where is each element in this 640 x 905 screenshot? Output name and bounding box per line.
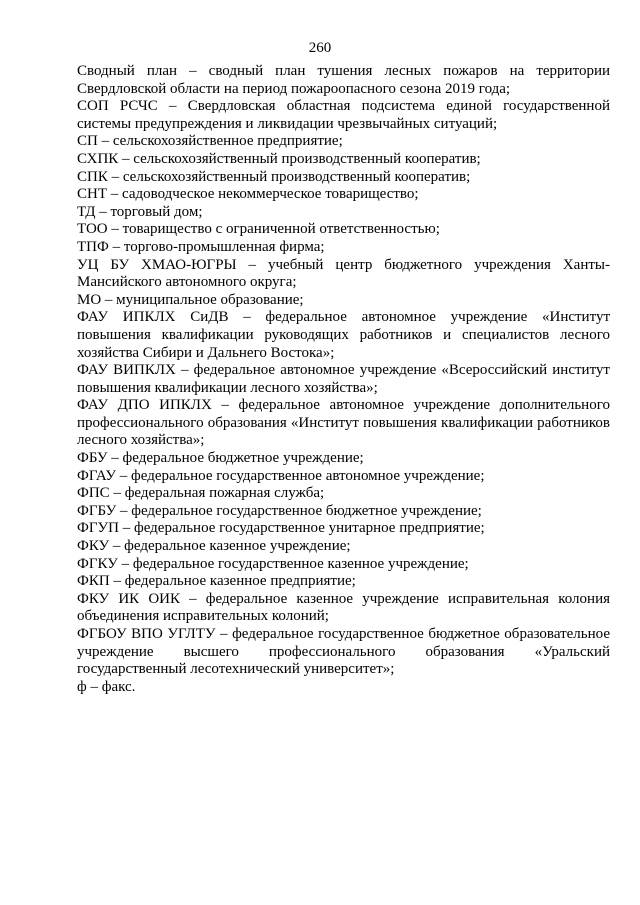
abbreviation-entry: ф – факс. xyxy=(77,678,136,695)
abbreviation-entry: ФГУП – федеральное государственное унитарное предприятие; xyxy=(77,520,485,537)
abbreviation-entry: СОП РСЧС – Свердловская областная подсистема единой государственной системы предупреждения и ликвидации чрезвычайных ситуаций; xyxy=(77,98,610,132)
abbreviation-entry: ФГАУ – федеральное государственное автономное учреждение; xyxy=(77,467,485,484)
abbreviation-entry: СПК – сельскохозяйственный производственный кооператив; xyxy=(77,168,471,185)
abbreviation-entry: СП – сельскохозяйственное предприятие; xyxy=(77,133,343,150)
abbreviation-entry: ТПФ – торгово-промышленная фирма; xyxy=(77,238,325,255)
abbreviation-list xyxy=(77,63,610,696)
abbreviation-entry: ФАУ ИПКЛХ СиДВ – федеральное автономное учреждение «Институт повышения квалификации руководящих работников и специалистов лесного хозяйства Сибири и Дальнего Востока»; xyxy=(77,309,610,361)
abbreviation-entry: ФГБОУ ВПО УГЛТУ – федеральное государственное бюджетное образовательное учреждение высшего профессионального образования «Уральский государственный лесотехнический университет»; xyxy=(77,626,610,678)
abbreviation-entry: ФАУ ДПО ИПКЛХ – федеральное автономное учреждение дополнительного профессионального образования «Институт повышения квалификации работников лесного хозяйства»; xyxy=(77,397,610,449)
abbreviation-entry: ТД – торговый дом; xyxy=(77,203,203,220)
abbreviation-entry: Сводный план – сводный план тушения лесных пожаров на территории Свердловской области на период пожароопасного сезона 2019 года; xyxy=(77,63,610,97)
abbreviation-entry: ФПС – федеральная пожарная служба; xyxy=(77,485,325,502)
page-number: 260 xyxy=(308,40,332,56)
abbreviation-entry: МО – муниципальное образование; xyxy=(77,291,304,308)
abbreviation-entry: ФКП – федеральное казенное предприятие; xyxy=(77,573,356,590)
abbreviation-entry: ТОО – товарищество с ограниченной ответственностью; xyxy=(77,221,440,238)
abbreviation-entry: СНТ – садоводческое некоммерческое товарищество; xyxy=(77,186,419,203)
abbreviation-entry: ФАУ ВИПКЛХ – федеральное автономное учреждение «Всероссийский институт повышения квалификации лесного хозяйства»; xyxy=(77,362,610,396)
abbreviation-entry: ФКУ – федеральное казенное учреждение; xyxy=(77,538,351,555)
abbreviation-entry: ФБУ – федеральное бюджетное учреждение; xyxy=(77,450,364,467)
abbreviation-entry: ФГКУ – федеральное государственное казенное учреждение; xyxy=(77,555,469,572)
abbreviation-entry: УЦ БУ ХМАО-ЮГРЫ – учебный центр бюджетного учреждения Ханты-Мансийского автономного округа; xyxy=(77,256,610,291)
abbreviation-entry: СХПК – сельскохозяйственный производственный кооператив; xyxy=(77,150,481,167)
abbreviation-entry: ФГБУ – федеральное государственное бюджетное учреждение; xyxy=(77,502,482,519)
abbreviation-entry: ФКУ ИК ОИК – федеральное казенное учреждение исправительная колония объединения исправительных колоний; xyxy=(77,590,610,625)
